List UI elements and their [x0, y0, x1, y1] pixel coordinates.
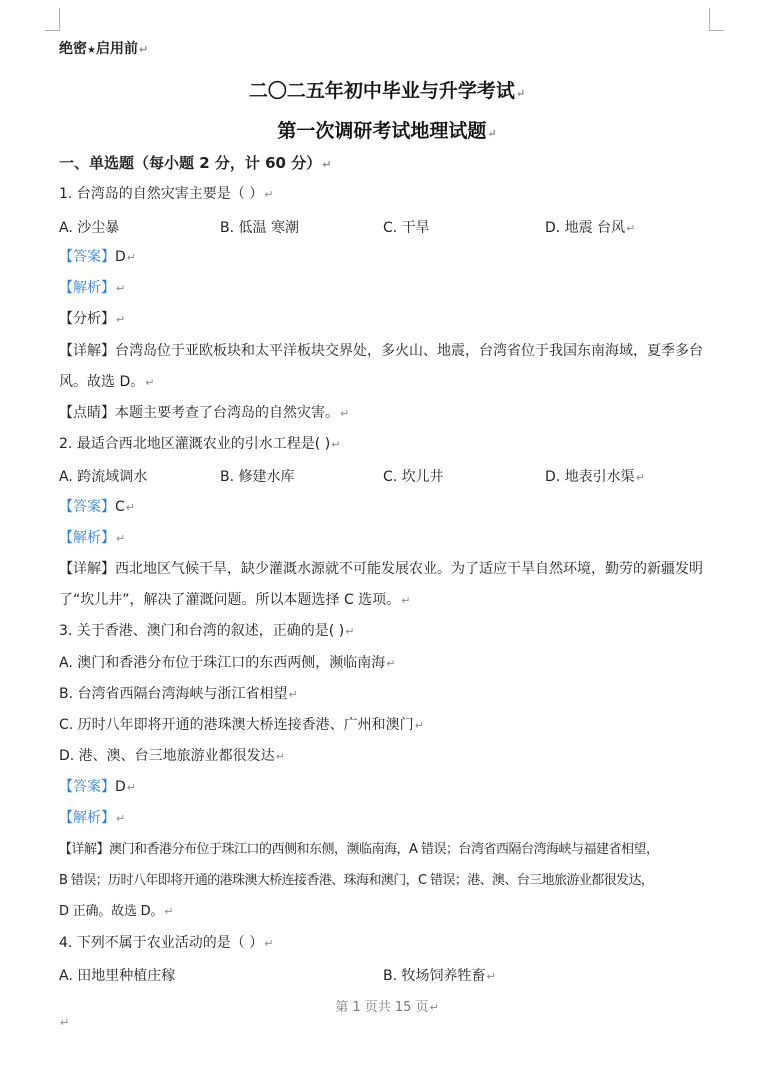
paragraph-mark-icon: ↵	[345, 625, 355, 638]
paragraph-mark-icon: ↵	[116, 532, 126, 545]
paragraph-mark-icon: ↵	[126, 251, 136, 264]
q1-point: 【点睛】本题主要考查了台湾岛的自然灾害。↵	[59, 405, 350, 421]
q1-analysis-label: 【解析】↵	[59, 280, 126, 296]
q3-analysis-label: 【解析】↵	[59, 810, 126, 826]
q1-option-d: D. 地震 台风↵	[545, 220, 636, 236]
q1-detail-line-1: 【详解】台湾岛位于亚欧板块和太平洋板块交界处，多火山、地震，台湾省位于我国东南海域，夏季多台	[59, 343, 703, 359]
paragraph-mark-icon: ↵	[126, 781, 136, 794]
q2-detail-line-1: 【详解】西北地区气候干旱，缺少灌溉水源就不可能发展农业。为了适应干旱自然环境，勤劳的新疆发明	[59, 561, 703, 577]
paragraph-mark-icon: ↵	[635, 471, 645, 484]
q3-detail-line-2: B 错误；历时八年即将开通的港珠澳大桥连接香港、珠海和澳门，C 错误；港、澳、台三地旅游业都很发达，	[59, 873, 654, 888]
q3-detail-line-3: D 正确。故选 D。↵	[59, 904, 174, 919]
paragraph-mark-icon: ↵	[125, 501, 135, 514]
q2-option-c: C. 坎儿井	[383, 469, 444, 485]
q1-option-a: A. 沙尘暴	[59, 220, 120, 236]
q3-option-c: C. 历时八年即将开通的港珠澳大桥连接香港、广州和澳门↵	[59, 717, 424, 733]
paragraph-mark-icon: ↵	[275, 750, 285, 763]
confidential-text: 绝密	[59, 41, 87, 57]
q2-option-a: A. 跨流域调水	[59, 469, 148, 485]
question-4-stem: 4. 下列不属于农业活动的是（ ）↵	[59, 935, 274, 951]
page-footer: 第 1 页共 15 页↵	[335, 1000, 439, 1015]
star-icon: ★	[87, 45, 96, 56]
q3-detail-line-1: 【详解】澳门和香港分布位于珠江口的西侧和东侧，濒临南海，A 错误；台湾省西隔台湾海峡与福建省相望，	[59, 842, 659, 857]
q1-answer: 【答案】D↵	[59, 249, 136, 265]
confidential-header	[59, 40, 148, 60]
paragraph-mark-icon: ↵	[487, 127, 497, 140]
before-use-text: 启用前	[95, 41, 138, 57]
q1-detail-line-2: 风。故选 D。↵	[59, 374, 155, 390]
exam-subtitle: 第一次调研考试地理试题↵	[277, 120, 497, 142]
paragraph-mark-icon: ↵	[515, 87, 526, 100]
paragraph-mark-icon: ↵	[264, 937, 274, 950]
q1-fenxi-label: 【分析】↵	[59, 311, 126, 327]
q3-option-d: D. 港、澳、台三地旅游业都很发达↵	[59, 748, 285, 764]
paragraph-mark-icon: ↵	[322, 158, 332, 171]
paragraph-mark-icon: ↵	[401, 594, 411, 607]
question-3-stem: 3. 关于香港、澳门和台湾的叙述，正确的是( )↵	[59, 623, 355, 639]
paragraph-mark-icon: ↵	[429, 1001, 439, 1014]
paragraph-mark-icon: ↵	[60, 1016, 70, 1029]
q1-option-c: C. 干旱	[383, 220, 430, 236]
trailing-paragraph-mark	[59, 1013, 69, 1032]
q3-option-b: B. 台湾省西隔台湾海峡与浙江省相望↵	[59, 686, 298, 702]
section-heading: 一、单选题（每小题 2 分，计 60 分）↵	[59, 154, 332, 172]
q4-option-b: B. 牧场饲养牲畜↵	[383, 968, 496, 984]
paragraph-mark-icon: ↵	[116, 282, 126, 295]
paragraph-mark-icon: ↵	[264, 188, 274, 201]
paragraph-mark-icon: ↵	[138, 43, 149, 56]
paragraph-mark-icon: ↵	[340, 407, 350, 420]
q2-option-d: D. 地表引水渠↵	[545, 469, 645, 485]
q4-option-a: A. 田地里种植庄稼	[59, 968, 176, 984]
q2-detail-line-2: 了“坎儿井”，解决了灌溉问题。所以本题选择 C 选项。↵	[59, 592, 411, 608]
q3-option-a: A. 澳门和香港分布位于珠江口的东西两侧，濒临南海↵	[59, 655, 396, 671]
paragraph-mark-icon: ↵	[414, 719, 424, 732]
question-2-stem: 2. 最适合西北地区灌溉农业的引水工程是( )↵	[59, 436, 341, 452]
q3-answer: 【答案】D↵	[59, 779, 136, 795]
paragraph-mark-icon: ↵	[486, 970, 496, 983]
q2-answer: 【答案】C↵	[59, 499, 135, 515]
exam-title: 二〇二五年初中毕业与升学考试↵	[248, 80, 526, 102]
paragraph-mark-icon: ↵	[164, 905, 174, 918]
paragraph-mark-icon: ↵	[116, 812, 126, 825]
q2-option-b: B. 修建水库	[220, 469, 295, 485]
q2-analysis-label: 【解析】↵	[59, 530, 126, 546]
paragraph-mark-icon: ↵	[331, 438, 341, 451]
crop-mark-top-right	[709, 8, 724, 31]
paragraph-mark-icon: ↵	[288, 688, 298, 701]
q1-option-b: B. 低温 寒潮	[220, 220, 299, 236]
paragraph-mark-icon: ↵	[145, 376, 155, 389]
paragraph-mark-icon: ↵	[626, 222, 636, 235]
paragraph-mark-icon: ↵	[386, 657, 396, 670]
question-1-stem: 1. 台湾岛的自然灾害主要是（ ）↵	[59, 186, 274, 202]
paragraph-mark-icon: ↵	[116, 313, 126, 326]
crop-mark-top-left	[45, 8, 60, 31]
